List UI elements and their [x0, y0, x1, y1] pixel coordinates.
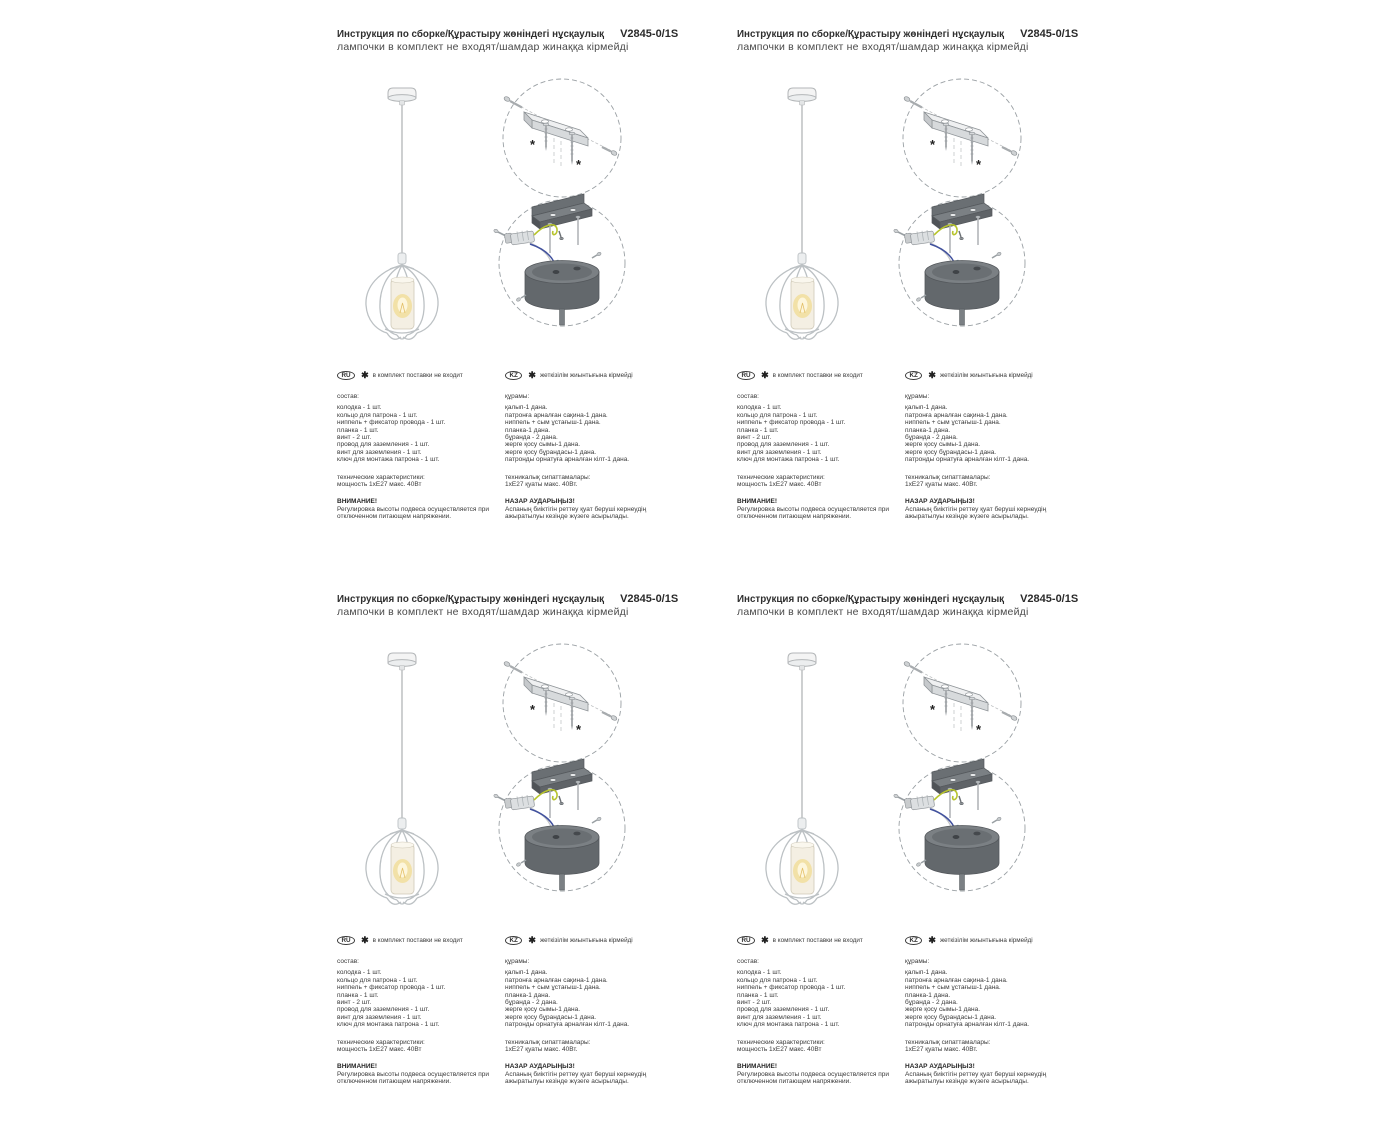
warning-text: Аспаның биіктігін реттеу қуат беруші кернеудің ажыратылуы кезінде жүзеге асырылады. — [905, 505, 1047, 521]
glass-diffuser — [791, 842, 814, 894]
instruction-sheet — [337, 593, 685, 1132]
ceiling-rose — [788, 653, 816, 670]
part-item: планка - 1 шт. — [737, 426, 779, 434]
warning-block — [505, 498, 663, 520]
part-item: провод для заземления - 1 шт. — [337, 441, 430, 449]
part-item: планка-1 дана. — [505, 426, 551, 434]
warning-block — [905, 498, 1063, 520]
tech-specs — [337, 1039, 499, 1054]
part-item: провод для заземления - 1 шт. — [737, 441, 830, 449]
ceiling-bracket — [932, 759, 992, 794]
not-included-note: жеткізілім жиынтығына кірмейді — [939, 371, 1033, 379]
sheet-title — [737, 593, 1085, 605]
not-included-star-left: * — [530, 702, 536, 717]
ru-language-badge: RU — [337, 371, 355, 381]
part-item: жерге қосу бұрандасы-1 дана. — [905, 448, 997, 456]
part-item: бұранда - 2 дана. — [505, 999, 558, 1007]
warning-header: ВНИМАНИЕ! — [337, 498, 378, 506]
sheet-title — [337, 593, 685, 605]
part-item: провод для заземления - 1 шт. — [737, 1006, 830, 1014]
ground-screw-icon — [959, 231, 963, 240]
ceiling-rose — [388, 653, 416, 670]
part-item: ниппель + фиксатор провода - 1 шт. — [737, 984, 846, 992]
sheet-subtitle: лампочки в комплект не входят/шамдар жинаққа кірмейді — [737, 606, 1029, 618]
kz-language-row — [905, 370, 1067, 381]
kz-language-row — [505, 935, 667, 946]
asterisk-icon: ✱ — [528, 369, 536, 380]
ru-language-badge: RU — [737, 371, 755, 381]
tech-specs-value: мощность 1xE27 макс. 40Вт — [737, 481, 822, 489]
ru-section — [737, 370, 899, 521]
part-item: ниппель + фиксатор провода - 1 шт. — [337, 419, 446, 427]
ru-language-badge: RU — [337, 936, 355, 946]
warning-text: Регулировка высоты подвеса осуществляется при отключенном питающем напряжении. — [737, 1070, 889, 1086]
part-item: ключ для монтажа патрона - 1 шт. — [737, 1021, 840, 1029]
parts-list-header: құрамы: — [905, 958, 930, 965]
sheet-title — [737, 28, 1085, 40]
not-included-star-right: * — [576, 722, 582, 737]
part-item: кольцо для патрона - 1 шт. — [737, 411, 818, 419]
canopy-cup — [525, 826, 599, 891]
part-item: провод для заземления - 1 шт. — [337, 1006, 430, 1014]
instruction-sheet — [337, 28, 685, 588]
tech-specs-header: технические характеристики: — [737, 1038, 825, 1046]
part-item: ниппель + сым ұстағыш-1 дана. — [905, 419, 1001, 427]
part-item: қалып-1 дана. — [505, 969, 548, 977]
anchor-screw-right-icon — [602, 147, 618, 156]
pendant-lamp-illustration — [755, 650, 875, 920]
parts-list-header: құрамы: — [905, 393, 930, 400]
part-item: планка-1 дана. — [905, 991, 951, 999]
pendant-lamp-illustration — [755, 85, 875, 355]
part-item: патронға арналған сақина-1 дана. — [505, 976, 608, 984]
warning-header: НАЗАР АУДАРЫҢЫЗ! — [505, 1063, 575, 1071]
kz-section — [505, 370, 667, 521]
model-number: V2845-0/1S — [620, 593, 679, 605]
ground-screw-icon — [559, 796, 563, 805]
part-item: жерге қосу бұрандасы-1 дана. — [905, 1013, 997, 1021]
warning-block — [737, 498, 895, 520]
parts-list-header: состав: — [737, 958, 759, 965]
tech-specs — [737, 1039, 899, 1054]
not-included-note: жеткізілім жиынтығына кірмейді — [539, 936, 633, 944]
warning-block — [905, 1063, 1063, 1085]
kz-language-badge: KZ — [905, 936, 922, 946]
canopy-stem — [960, 874, 965, 890]
canopy-wiring-diagram — [493, 759, 625, 891]
part-item: қалып-1 дана. — [905, 969, 948, 977]
part-item: ниппель + сым ұстағыш-1 дана. — [905, 984, 1001, 992]
anchor-screw-right-icon — [1002, 147, 1018, 156]
canopy-cup — [925, 261, 999, 326]
part-item: винт - 2 шт. — [337, 999, 372, 1007]
mounting-strap-diagram — [903, 79, 1021, 197]
tech-specs-header: технические характеристики: — [737, 473, 825, 481]
parts-list — [337, 404, 499, 463]
part-item: кольцо для патрона - 1 шт. — [737, 976, 818, 984]
not-included-star-left: * — [930, 702, 936, 717]
tech-specs-value: мощность 1xE27 макс. 40Вт — [337, 1046, 422, 1054]
part-item: планка-1 дана. — [505, 991, 551, 999]
canopy-wiring-diagram — [893, 194, 1025, 326]
not-included-note: в комплект поставки не входит — [772, 936, 863, 944]
ceiling-rose — [388, 88, 416, 105]
tech-specs-value: 1xE27 қуаты макс. 40Вт. — [505, 481, 578, 489]
ru-language-row — [337, 370, 499, 381]
ru-section — [737, 935, 899, 1086]
warning-header: НАЗАР АУДАРЫҢЫЗ! — [905, 498, 975, 506]
mounting-strap-diagram — [503, 79, 621, 197]
warning-header: ВНИМАНИЕ! — [337, 1063, 378, 1071]
ground-screw-icon — [959, 796, 963, 805]
not-included-star-right: * — [576, 157, 582, 172]
ru-section — [337, 935, 499, 1086]
part-item: ниппель + сым ұстағыш-1 дана. — [505, 419, 601, 427]
model-number: V2845-0/1S — [620, 28, 679, 40]
ceiling-bracket — [532, 759, 592, 794]
part-item: колодка - 1 шт. — [737, 969, 782, 977]
canopy-wiring-diagram — [893, 759, 1025, 891]
warning-text: Регулировка высоты подвеса осуществляется при отключенном питающем напряжении. — [337, 505, 489, 521]
part-item: планка - 1 шт. — [737, 991, 779, 999]
part-item: патронға арналған сақина-1 дана. — [505, 411, 608, 419]
ru-language-row — [737, 935, 899, 946]
parts-list-header: құрамы: — [505, 393, 530, 400]
parts-list — [505, 404, 667, 463]
not-included-star-left: * — [530, 137, 536, 152]
anchor-screw-right-icon — [1002, 712, 1018, 721]
part-item: патронды орнатуға арналған кілт-1 дана. — [505, 456, 630, 464]
not-included-note: жеткізілім жиынтығына кірмейді — [939, 936, 1033, 944]
part-item: жерге қосу сымы-1 дана. — [905, 441, 981, 449]
not-included-note: в комплект поставки не входит — [772, 371, 863, 379]
sheet-header — [737, 28, 1085, 53]
warning-block — [737, 1063, 895, 1085]
parts-list-header: құрамы: — [505, 958, 530, 965]
tech-specs — [905, 1039, 1067, 1054]
model-number: V2845-0/1S — [1020, 593, 1079, 605]
warning-text: Регулировка высоты подвеса осуществляется при отключенном питающем напряжении. — [737, 505, 889, 521]
ru-section — [337, 370, 499, 521]
canopy-stem — [560, 874, 565, 890]
warning-block — [337, 1063, 495, 1085]
tech-specs-header: техникалық сипаттамалары: — [505, 1038, 591, 1046]
part-item: планка - 1 шт. — [337, 426, 379, 434]
tech-specs-header: техникалық сипаттамалары: — [905, 473, 991, 481]
sheet-subtitle: лампочки в комплект не входят/шамдар жинаққа кірмейді — [337, 41, 629, 53]
tech-specs-header: техникалық сипаттамалары: — [505, 473, 591, 481]
model-number: V2845-0/1S — [1020, 28, 1079, 40]
parts-list — [737, 404, 899, 463]
not-included-note: жеткізілім жиынтығына кірмейді — [539, 371, 633, 379]
part-item: винт для заземления - 1 шт. — [337, 1013, 422, 1021]
canopy-cup — [925, 826, 999, 891]
part-item: жерге қосу бұрандасы-1 дана. — [505, 448, 597, 456]
tech-specs-value: 1xE27 қуаты макс. 40Вт. — [905, 1046, 978, 1054]
ceiling-bracket — [932, 194, 992, 229]
part-item: патронға арналған сақина-1 дана. — [905, 976, 1008, 984]
ceiling-rose — [788, 88, 816, 105]
sheet-subtitle: лампочки в комплект не входят/шамдар жинаққа кірмейді — [337, 606, 629, 618]
anchor-screw-right-icon — [602, 712, 618, 721]
parts-list — [505, 969, 667, 1028]
asterisk-icon: ✱ — [361, 369, 369, 380]
kz-language-badge: KZ — [905, 371, 922, 381]
parts-list — [337, 969, 499, 1028]
sheet-header — [737, 593, 1085, 618]
tech-specs-value: мощность 1xE27 макс. 40Вт — [337, 481, 422, 489]
glass-diffuser — [391, 277, 414, 329]
asterisk-icon: ✱ — [928, 934, 936, 945]
tech-specs-value: мощность 1xE27 макс. 40Вт — [737, 1046, 822, 1054]
assembly-diagrams — [492, 641, 637, 906]
tech-specs — [737, 474, 899, 489]
part-item: винт для заземления - 1 шт. — [737, 1013, 822, 1021]
part-item: колодка - 1 шт. — [337, 969, 382, 977]
title-text: Инструкция по сборке/Құрастыру жөніндегі нұсқаулық — [737, 594, 1005, 605]
not-included-star-right: * — [976, 722, 982, 737]
part-item: патронға арналған сақина-1 дана. — [905, 411, 1008, 419]
tech-specs-value: 1xE27 қуаты макс. 40Вт. — [905, 481, 978, 489]
not-included-star-left: * — [930, 137, 936, 152]
part-item: колодка - 1 шт. — [337, 404, 382, 412]
title-text: Инструкция по сборке/Құрастыру жөніндегі нұсқаулық — [737, 29, 1005, 40]
ground-screw-icon — [559, 231, 563, 240]
part-item: жерге қосу сымы-1 дана. — [905, 1006, 981, 1014]
asterisk-icon: ✱ — [528, 934, 536, 945]
warning-block — [337, 498, 495, 520]
parts-list — [905, 969, 1067, 1028]
part-item: ниппель + фиксатор провода - 1 шт. — [337, 984, 446, 992]
mounting-strap-diagram — [503, 644, 621, 762]
part-item: қалып-1 дана. — [905, 404, 948, 412]
asterisk-icon: ✱ — [928, 369, 936, 380]
parts-list-header: состав: — [337, 958, 359, 965]
warning-header: НАЗАР АУДАРЫҢЫЗ! — [905, 1063, 975, 1071]
title-text: Инструкция по сборке/Құрастыру жөніндегі нұсқаулық — [337, 594, 605, 605]
tech-specs-header: технические характеристики: — [337, 1038, 425, 1046]
part-item: ключ для монтажа патрона - 1 шт. — [737, 456, 840, 464]
part-item: патронды орнатуға арналған кілт-1 дана. — [505, 1021, 630, 1029]
asterisk-icon: ✱ — [761, 369, 769, 380]
tech-specs-value: 1xE27 қуаты макс. 40Вт. — [505, 1046, 578, 1054]
title-text: Инструкция по сборке/Құрастыру жөніндегі нұсқаулық — [337, 29, 605, 40]
warning-block — [505, 1063, 663, 1085]
not-included-note: в комплект поставки не входит — [372, 936, 463, 944]
not-included-star-right: * — [976, 157, 982, 172]
tech-specs-header: техникалық сипаттамалары: — [905, 1038, 991, 1046]
pendant-lamp-illustration — [355, 85, 475, 355]
part-item: планка - 1 шт. — [337, 991, 379, 999]
sheet-subtitle: лампочки в комплект не входят/шамдар жинаққа кірмейді — [737, 41, 1029, 53]
ru-language-row — [737, 370, 899, 381]
part-item: бұранда - 2 дана. — [505, 434, 558, 442]
ceiling-bracket — [532, 194, 592, 229]
part-item: ключ для монтажа патрона - 1 шт. — [337, 1021, 440, 1029]
glass-diffuser — [391, 842, 414, 894]
part-item: винт - 2 шт. — [737, 434, 772, 442]
warning-text: Аспаның биіктігін реттеу қуат беруші кернеудің ажыратылуы кезінде жүзеге асырылады. — [905, 1070, 1047, 1086]
warning-text: Аспаның биіктігін реттеу қуат беруші кернеудің ажыратылуы кезінде жүзеге асырылады. — [505, 505, 647, 521]
glass-diffuser — [791, 277, 814, 329]
part-item: винт для заземления - 1 шт. — [737, 448, 822, 456]
kz-language-row — [505, 370, 667, 381]
sheet-header — [337, 593, 685, 618]
part-item: винт - 2 шт. — [337, 434, 372, 442]
warning-header: НАЗАР АУДАРЫҢЫЗ! — [505, 498, 575, 506]
parts-list-header: состав: — [737, 393, 759, 400]
instruction-sheet — [737, 593, 1085, 1132]
parts-list — [737, 969, 899, 1028]
part-item: патронды орнатуға арналған кілт-1 дана. — [905, 1021, 1030, 1029]
warning-header: ВНИМАНИЕ! — [737, 498, 778, 506]
assembly-diagrams — [892, 641, 1037, 906]
part-item: қалып-1 дана. — [505, 404, 548, 412]
part-item: бұранда - 2 дана. — [905, 434, 958, 442]
kz-language-badge: KZ — [505, 371, 522, 381]
kz-language-badge: KZ — [505, 936, 522, 946]
parts-list — [905, 404, 1067, 463]
kz-language-row — [905, 935, 1067, 946]
assembly-diagrams — [492, 76, 637, 341]
part-item: винт - 2 шт. — [737, 999, 772, 1007]
canopy-stem — [560, 309, 565, 325]
part-item: ниппель + сым ұстағыш-1 дана. — [505, 984, 601, 992]
part-item: планка-1 дана. — [905, 426, 951, 434]
canopy-cup — [525, 261, 599, 326]
ru-language-badge: RU — [737, 936, 755, 946]
part-item: кольцо для патрона - 1 шт. — [337, 411, 418, 419]
warning-text: Регулировка высоты подвеса осуществляется при отключенном питающем напряжении. — [337, 1070, 489, 1086]
tech-specs — [505, 474, 667, 489]
part-item: колодка - 1 шт. — [737, 404, 782, 412]
ru-language-row — [337, 935, 499, 946]
canopy-wiring-diagram — [493, 194, 625, 326]
asterisk-icon: ✱ — [361, 934, 369, 945]
warning-text: Аспаның биіктігін реттеу қуат беруші кернеудің ажыратылуы кезінде жүзеге асырылады. — [505, 1070, 647, 1086]
kz-section — [505, 935, 667, 1086]
mounting-strap-diagram — [903, 644, 1021, 762]
part-item: жерге қосу сымы-1 дана. — [505, 1006, 581, 1014]
part-item: кольцо для патрона - 1 шт. — [337, 976, 418, 984]
pendant-lamp-illustration — [355, 650, 475, 920]
part-item: жерге қосу бұрандасы-1 дана. — [505, 1013, 597, 1021]
part-item: ниппель + фиксатор провода - 1 шт. — [737, 419, 846, 427]
tech-specs — [505, 1039, 667, 1054]
asterisk-icon: ✱ — [761, 934, 769, 945]
sheet-header — [337, 28, 685, 53]
tech-specs — [905, 474, 1067, 489]
part-item: ключ для монтажа патрона - 1 шт. — [337, 456, 440, 464]
not-included-note: в комплект поставки не входит — [372, 371, 463, 379]
canopy-stem — [960, 309, 965, 325]
part-item: винт для заземления - 1 шт. — [337, 448, 422, 456]
part-item: жерге қосу сымы-1 дана. — [505, 441, 581, 449]
kz-section — [905, 935, 1067, 1086]
instruction-sheet — [737, 28, 1085, 588]
assembly-diagrams — [892, 76, 1037, 341]
parts-list-header: состав: — [337, 393, 359, 400]
kz-section — [905, 370, 1067, 521]
part-item: патронды орнатуға арналған кілт-1 дана. — [905, 456, 1030, 464]
part-item: бұранда - 2 дана. — [905, 999, 958, 1007]
warning-header: ВНИМАНИЕ! — [737, 1063, 778, 1071]
tech-specs-header: технические характеристики: — [337, 473, 425, 481]
sheet-title — [337, 28, 685, 40]
tech-specs — [337, 474, 499, 489]
